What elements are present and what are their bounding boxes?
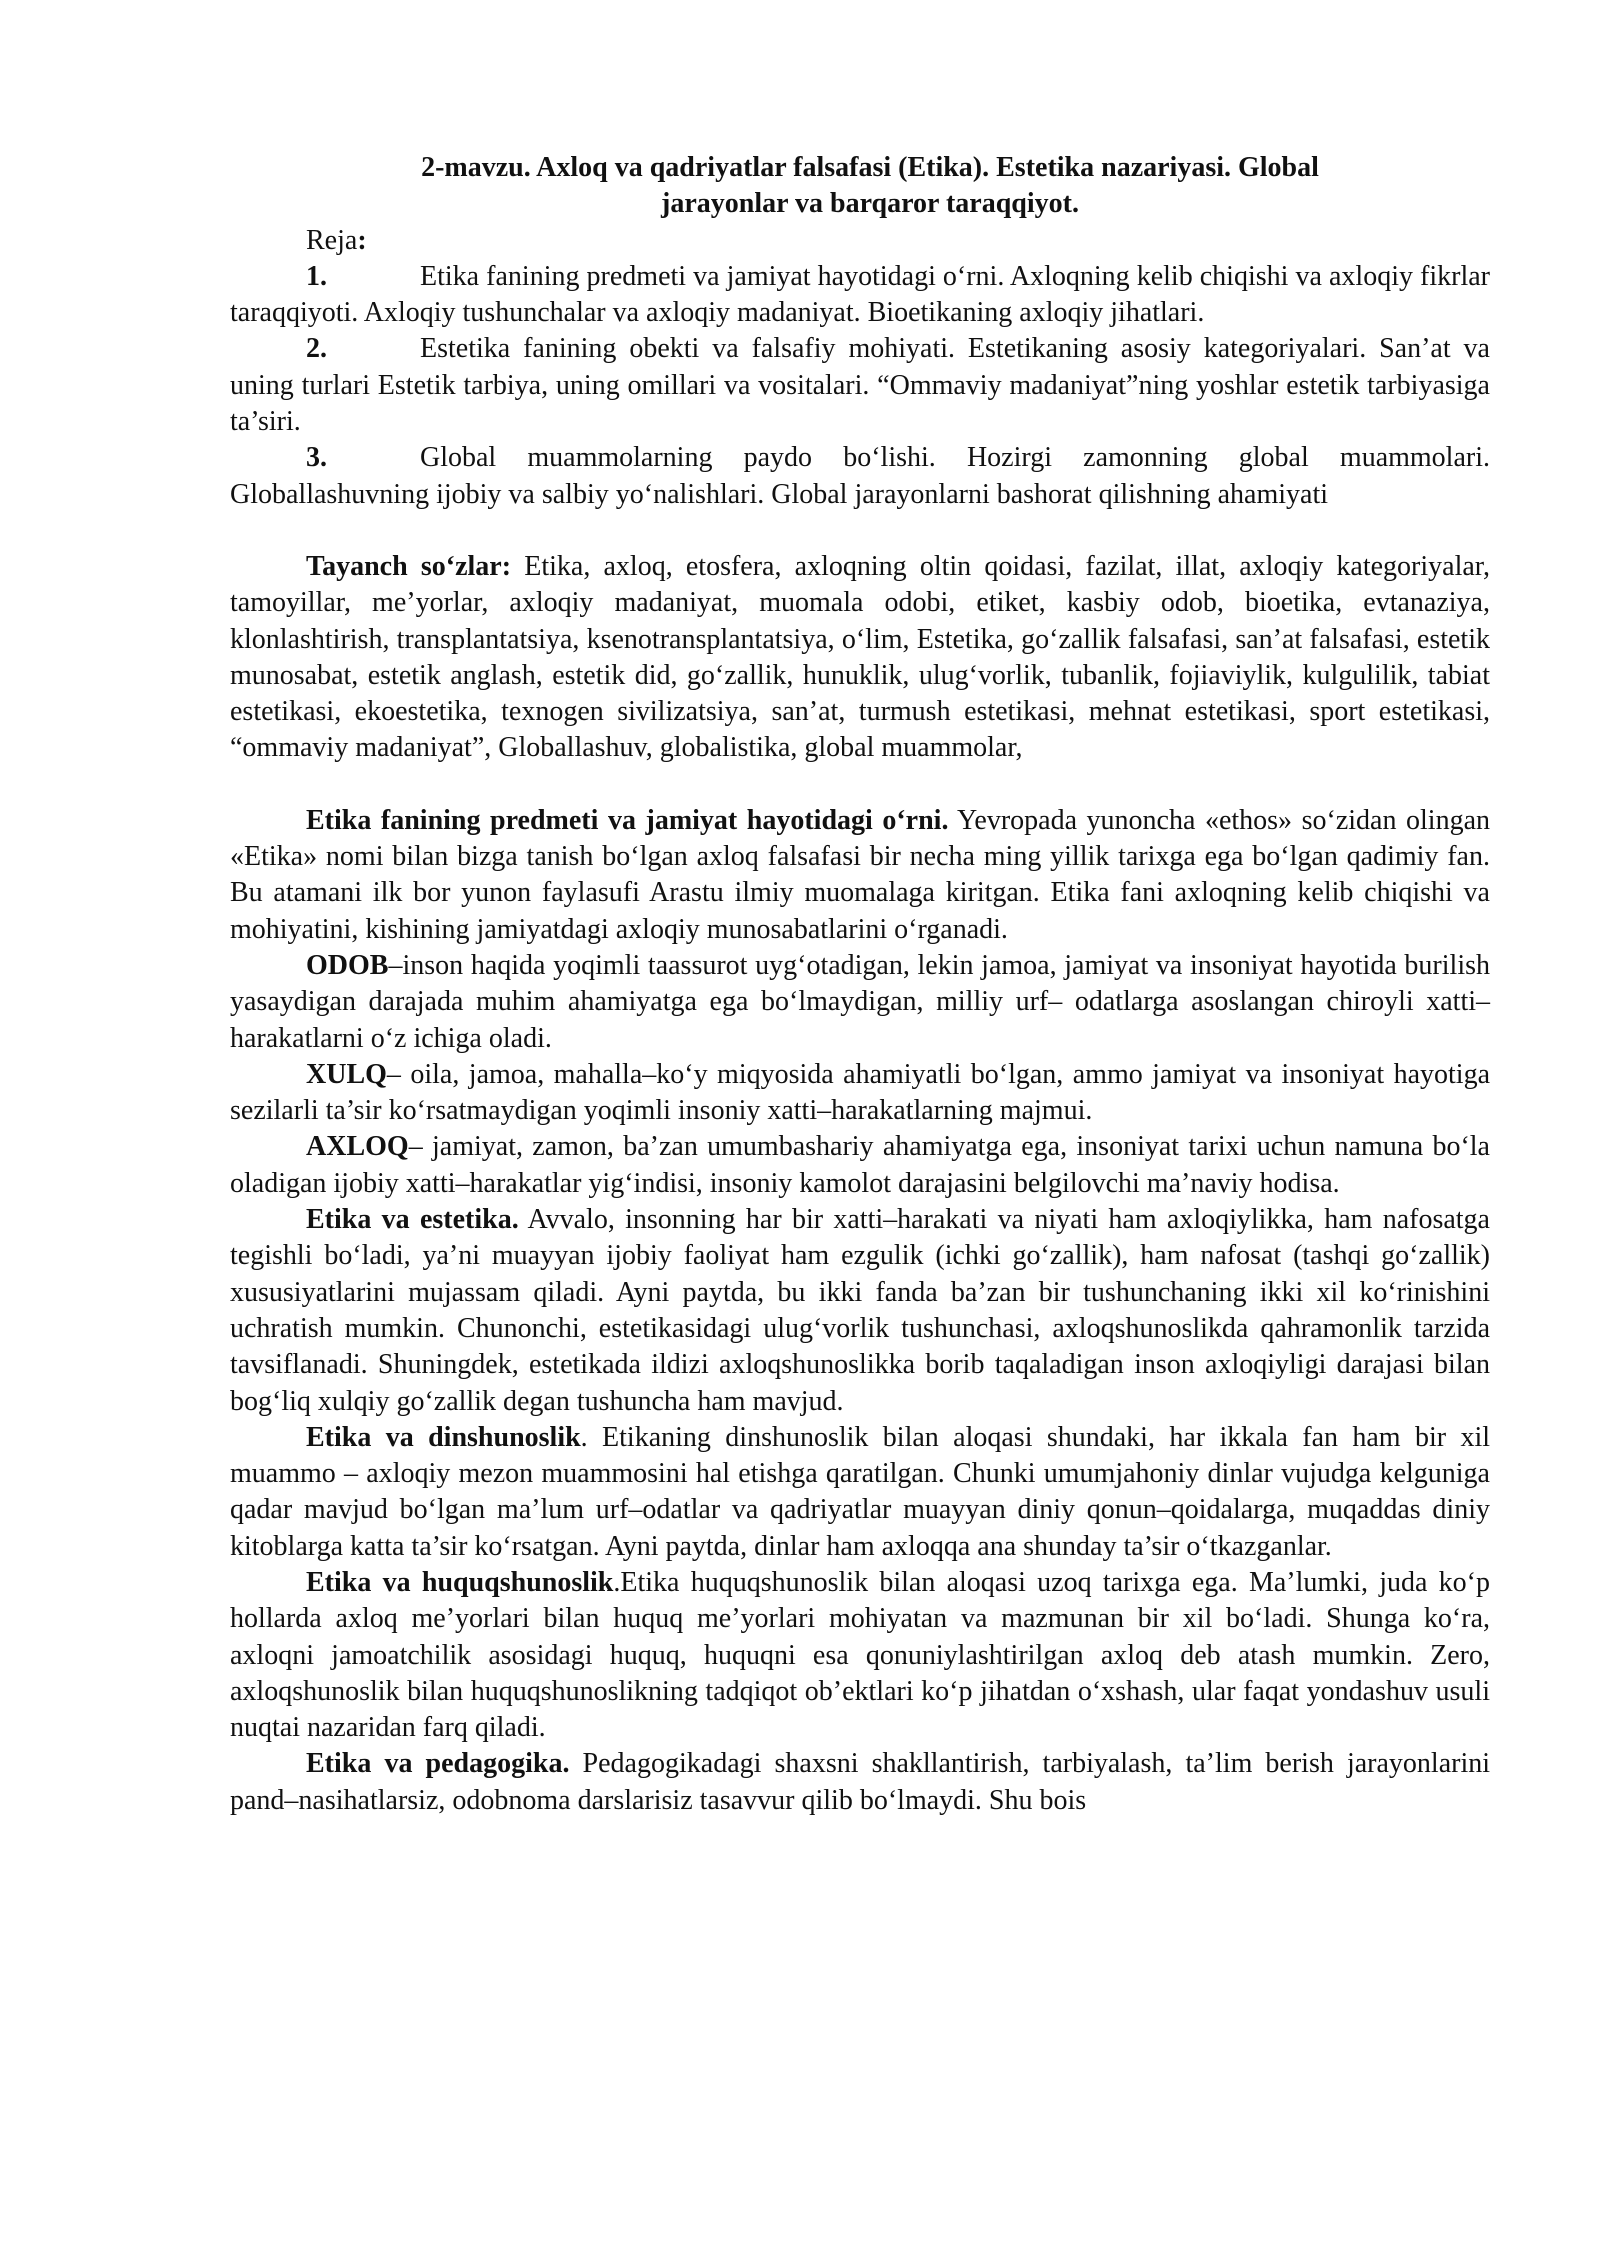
body-paragraph: [230, 1746, 1490, 1819]
keywords-text: Etika, axloq, etosfera, axloqning oltin qoidasi, fazilat, illat, axloqiy kategoriyalar, tamoyillar, me’yorlar, axloqiy madaniyat, muomala odobi, etiket, kasbiy odob, bioetika, evtanaziya, klonlashtirish, transplantatsiya, ksenotransplantatsiya, o‘lim, Estetika, go‘zallik falsafasi, san’at falsafasi, estetik munosabat, estetik anglash, estetik did, go‘zallik, hunuklik, ulug‘vorlik, tubanlik, fojiaviylik, kulgulilik, tabiat estetikasi, ekoestetika, texnogen sivilizatsiya, san’at, turmush estetikasi, mehnat estetikasi, sport estetikasi, “ommaviy madaniyat”, Globallashuv, globalistika, global muammolar,: [230, 550, 1491, 764]
body-paragraph: [230, 1057, 1490, 1130]
title-line-1: 2-mavzu. Axloq va qadriyatlar falsafasi (Etika). Estetika nazariyasi. Global: [421, 152, 1319, 183]
paragraph-lead: Etika va estetika.: [306, 1204, 519, 1236]
body-paragraph: [230, 948, 1490, 1057]
paragraph-lead: Etika va huquqshunoslik: [306, 1566, 614, 1598]
paragraph-text: – jamiyat, zamon, ba’zan umumbashariy ahamiyatga ega, insoniyat tarixi uchun namuna bo‘la oladigan ijobiy xatti–harakatlar yig‘indisi, insoniy kamolot darajasini belgilovchi ma’naviy hodisa.: [230, 1131, 1490, 1199]
paragraph-text: . Etikaning dinshunoslik bilan aloqasi shundaki, har ikkala fan ham bir xil muammo – axloqiy mezon muammosini hal etishga qaratilgan. Chunki umumjahoniy dinlar vujudga kelguniga qadar mavjud bo‘lgan ma’lum urf–odatlar va qadriyatlar muayyan diniy qonun–qoidalarga, muqaddas diniy kitoblarga katta ta’sir ko‘rsatgan. Ayni paytda, dinlar ham axloqqa ana shunday ta’sir o‘tkazganlar.: [230, 1421, 1490, 1562]
paragraph-text: – oila, jamoa, mahalla–ko‘y miqyosida ahamiyatli bo‘lgan, ammo jamiyat va insoniyat hayotiga sezilarli ta’sir ko‘rsatmaydigan yoqimli insoniy xatti–harakatlarning majmui.: [230, 1058, 1490, 1127]
plan-heading-label: Reja: [306, 224, 358, 256]
paragraph-lead: XULQ: [306, 1058, 387, 1090]
paragraph-lead: Etika va dinshunoslik: [306, 1421, 581, 1453]
document-title: [250, 150, 1490, 223]
body-paragraph: [230, 1420, 1490, 1565]
plan-heading-colon: :: [357, 224, 367, 256]
plan-item: [230, 259, 1490, 332]
paragraph-lead: ODOB: [306, 949, 389, 981]
plan-item-number: 3.: [306, 442, 327, 474]
paragraph-lead: AXLOQ: [306, 1131, 409, 1163]
plan-item-text: Etika fanining predmeti va jamiyat hayotidagi o‘rni. Axloqning kelib chiqishi va axloqiy fikrlar taraqqiyoti. Axloqiy tushunchalar va axloqiy madaniyat. Bioetikaning axloqiy jihatlari.: [230, 260, 1490, 329]
paragraph-lead: Etika fanining predmeti va jamiyat hayotidagi o‘rni.: [306, 804, 949, 836]
plan-item-number: 1.: [306, 260, 327, 292]
keywords-paragraph: [230, 549, 1490, 767]
paragraph-text: Pedagogikadagi shaxsni shakllantirish, tarbiyalash, ta’lim berish jarayonlarini pand–nasihatlarsiz, odobnoma darslarisiz tasavvur qilib bo‘lmaydi. Shu bois: [230, 1748, 1490, 1816]
title-line-2: jarayonlar va barqaror taraqqiyot.: [661, 188, 1079, 220]
plan-item: [230, 331, 1490, 440]
spacer: [230, 513, 1490, 549]
paragraph-text: Yevropada yunoncha «ethos» so‘zidan olingan «Etika» nomi bilan bizga tanish bo‘lgan axloq falsafasi bir necha ming yillik tarixga ega bo‘lgan qadimiy fan. Bu atamani ilk bor yunon faylasufi Arastu ilmiy muomalaga kiritgan. Etika fani axloqning kelib chiqishi va mohiyatini, kishining jamiyatdagi axloqiy munosabatlarini o‘rganadi.: [230, 804, 1490, 945]
paragraph-text: .Etika huquqshunoslik bilan aloqasi uzoq tarixga ega. Ma’lumki, juda ko‘p hollarda axloq me’yorlari bilan huquq me’yorlari mohiyatan va mazmunan bir xil bo‘ladi. Shunga ko‘ra, axloqni jamoatchilik asosidagi huquq, huquqni esa qonuniylashtirilgan axloq deb atash mumkin. Zero, axloqshunoslik bilan huquqshunoslikning tadqiqot ob’ektlari ko‘p jihatdan o‘xshash, ular faqat yondashuv usuli nuqtai nazaridan farq qiladi.: [230, 1566, 1490, 1744]
paragraph-lead: Etika va pedagogika.: [306, 1748, 570, 1780]
spacer: [230, 767, 1490, 803]
plan-item-text: Global muammolarning paydo bo‘lishi. Hozirgi zamonning global muammolari. Globallashuvning ijobiy va salbiy yo‘nalishlari. Global jarayonlarni bashorat qilishning ahamiyati: [230, 442, 1490, 510]
body-paragraph: [230, 1129, 1490, 1202]
paragraph-text: –inson haqida yoqimli taassurot uyg‘otadigan, lekin jamoa, jamiyat va insoniyat hayotida burilish yasaydigan darajada muhim ahamiyatga ega bo‘lmaydigan, milliy urf– odatlarga asoslangan chiroyli xatti–harakatlarni o‘z ichiga oladi.: [230, 949, 1490, 1054]
plan-heading: [306, 223, 1490, 259]
keywords-label: Tayanch so‘zlar:: [306, 550, 512, 582]
body-paragraph: [230, 1202, 1490, 1420]
plan-item-text: Estetika fanining obekti va falsafiy mohiyati. Estetikaning asosiy kategoriyalari. San’at va uning turlari Estetik tarbiya, uning omillari va vositalari. “Ommaviy madaniyat”ning yoshlar estetik tarbiyasiga ta’siri.: [230, 333, 1490, 438]
document-body: [230, 150, 1490, 1819]
paragraph-text: Avvalo, insonning har bir xatti–harakati va niyati ham axloqiylikka, ham nafosatga tegishli bo‘ladi, ya’ni muayyan ijobiy faoliyat ham ezgulik (ichki go‘zallik), ham nafosat (tashqi go‘zallik) xususiyatlarini mujassam qiladi. Ayni paytda, bu ikki fanda ba’zan bir tushunchaning ikki xil ko‘rinishini uchratish mumkin. Chunonchi, estetikasidagi ulug‘vorlik tushunchasi, axloqshunoslikda qahramonlik tarzida tavsiflanadi. Shuningdek, estetikada ildizi axloqshunoslikka borib taqaladigan inson axloqiyligi darajasi bilan bog‘liq xulqiy go‘zallik degan tushuncha ham mavjud.: [230, 1204, 1490, 1417]
body-paragraph: [230, 803, 1490, 948]
body-paragraph: [230, 1565, 1490, 1746]
plan-item: [230, 440, 1490, 513]
plan-item-number: 2.: [306, 333, 327, 365]
